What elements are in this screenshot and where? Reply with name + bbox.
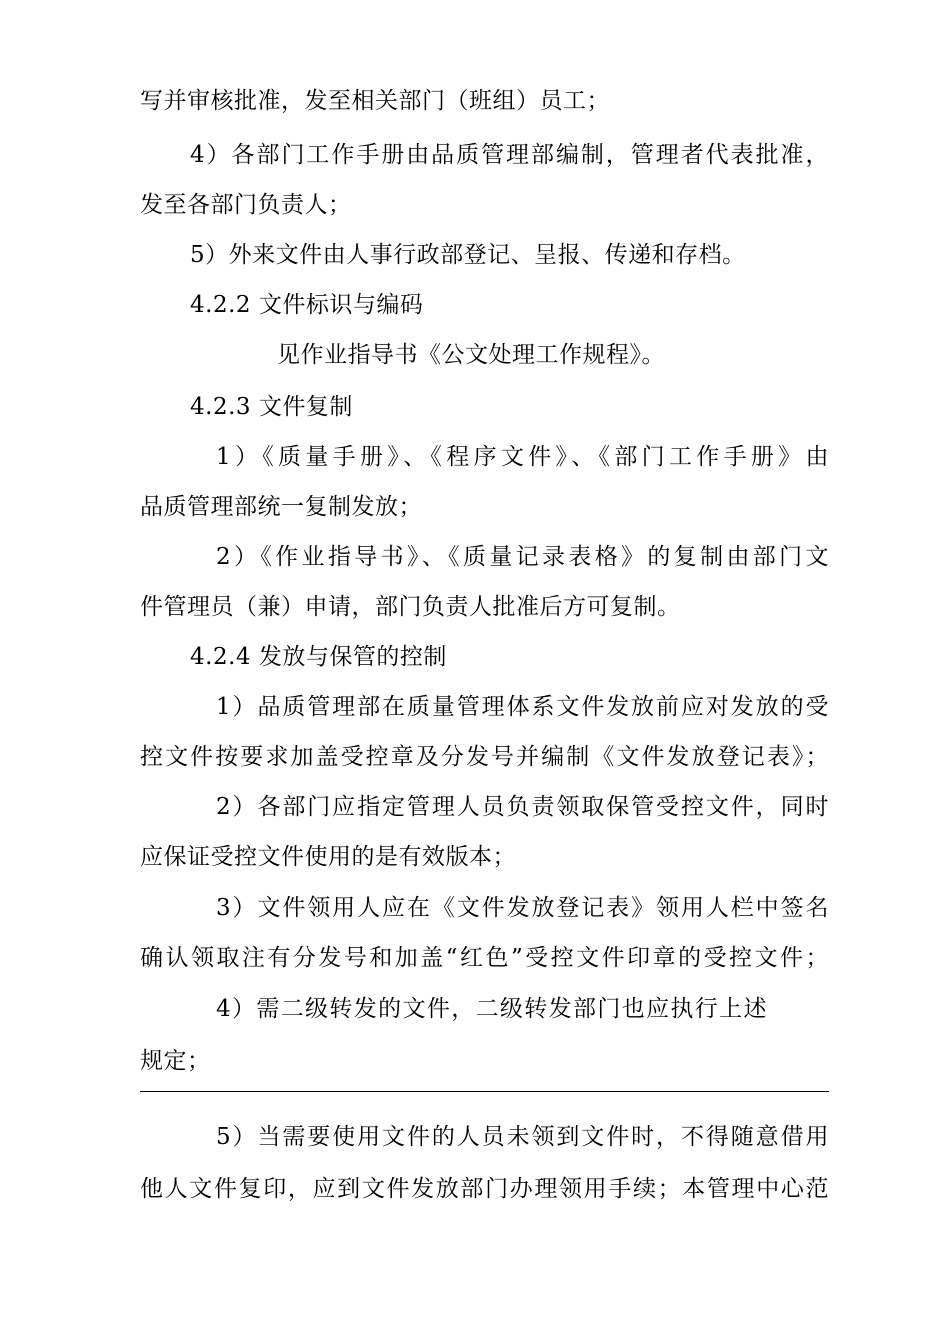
text-line: 1）《质量手册》、《程序文件》、《部门工作手册》由 [216,444,829,470]
text-line: 发至各部门负责人； [140,192,352,218]
text-line: 写并审核批准，发至相关部门（班组）员工； [140,88,610,114]
text-line: 件管理员（兼）申请，部门负责人批准后方可复制。 [140,594,681,620]
text-line: 3）文件领用人应在《文件发放登记表》领用人栏中签名 [216,895,829,921]
text-line: 5）外来文件由人事行政部登记、呈报、传递和存档。 [190,242,746,268]
section-heading: 4.2.3 文件复制 [190,394,353,420]
text-line: 确认领取注有分发号和加盖“红色”受控文件印章的受控文件； [140,945,829,971]
text-line: 1）品质管理部在质量管理体系文件发放前应对发放的受 [216,694,829,720]
text-line: 品质管理部统一复制发放； [140,494,422,520]
text-line: 5）当需要使用文件的人员未领到文件时，不得随意借用 [216,1124,829,1150]
text-line: 控文件按要求加盖受控章及分发号并编制《文件发放登记表》； [140,744,829,770]
section-heading: 4.2.4 发放与保管的控制 [190,644,447,670]
text-line: 见作业指导书《公文处理工作规程》。 [277,342,665,368]
text-line: 2）各部门应指定管理人员负责领取保管受控文件，同时 [216,794,829,820]
text-line: 应保证受控文件使用的是有效版本； [140,844,516,870]
text-line: 他人文件复印，应到文件发放部门办理领用手续；本管理中心范 [140,1176,829,1202]
page-break-divider [140,1091,829,1092]
section-heading: 4.2.2 文件标识与编码 [190,292,424,318]
text-line: 规定； [140,1048,211,1074]
text-line: 4）各部门工作手册由品质管理部编制，管理者代表批准， [190,142,829,168]
text-line: 4）需二级转发的文件，二级转发部门也应执行上述 [216,996,767,1022]
text-line: 2）《作业指导书》、《质量记录表格》的复制由部门文 [216,544,829,570]
